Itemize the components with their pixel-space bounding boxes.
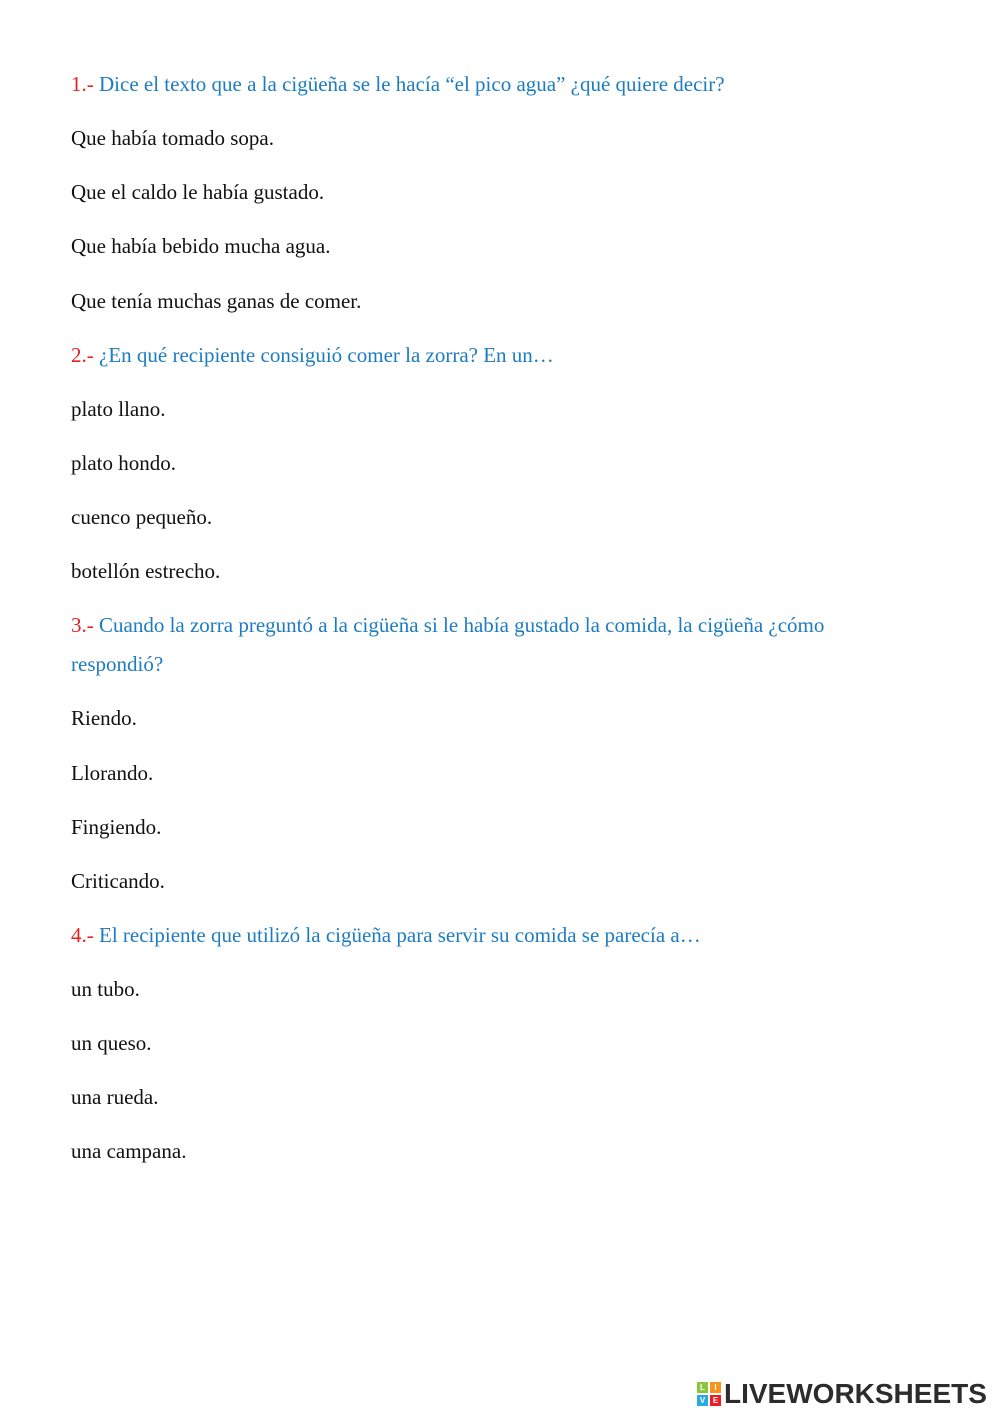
question-4-option-1[interactable]: un tubo. [71,977,140,1001]
question-3-text: Cuando la zorra preguntó a la cigüeña si le había gustado la comida, la cigüeña ¿cómo [99,613,825,637]
logo-tile-i: I [710,1382,721,1393]
question-2-option-2[interactable]: plato hondo. [71,451,176,475]
question-3-option-3[interactable]: Fingiendo. [71,815,162,839]
question-1-option-3[interactable]: Que había bebido mucha agua. [71,234,331,258]
question-2-option-3[interactable]: cuenco pequeño. [71,505,213,529]
question-1-option-1[interactable]: Que había tomado sopa. [71,126,274,150]
question-4-option-3[interactable]: una rueda. [71,1085,159,1109]
question-4-option-2[interactable]: un queso. [71,1031,152,1055]
question-2-text: ¿En qué recipiente consiguió comer la zorra? En un… [99,343,554,367]
question-4 [71,921,701,949]
question-3 [71,611,824,639]
logo-tile-l: L [697,1382,708,1393]
question-4-text: El recipiente que utilizó la cigüeña para servir su comida se parecía a… [99,923,701,947]
question-4-number: 4.- [71,923,94,947]
question-2-number: 2.- [71,343,94,367]
question-1-option-2[interactable]: Que el caldo le había gustado. [71,180,325,204]
question-3-option-1[interactable]: Riendo. [71,706,137,730]
question-3-option-2[interactable]: Llorando. [71,761,154,785]
brand-text: LIVEWORKSHEETS [724,1378,987,1409]
liveworksheets-logo-icon [697,1382,721,1406]
question-2 [71,341,554,369]
question-3-text-continued: respondió? [71,652,164,676]
logo-tile-e: E [710,1395,721,1406]
question-1 [71,70,725,98]
question-3-number: 3.- [71,613,94,637]
question-1-option-4[interactable]: Que tenía muchas ganas de comer. [71,289,362,313]
question-4-option-4[interactable]: una campana. [71,1139,187,1163]
question-2-option-4[interactable]: botellón estrecho. [71,559,221,583]
logo-tile-v: V [697,1395,708,1406]
question-2-option-1[interactable]: plato llano. [71,397,166,421]
question-1-text: Dice el texto que a la cigüeña se le hacía “el pico agua” ¿qué quiere decir? [99,72,725,96]
question-3-option-4[interactable]: Criticando. [71,869,165,893]
liveworksheets-brand [697,1378,987,1410]
question-1-number: 1.- [71,72,94,96]
